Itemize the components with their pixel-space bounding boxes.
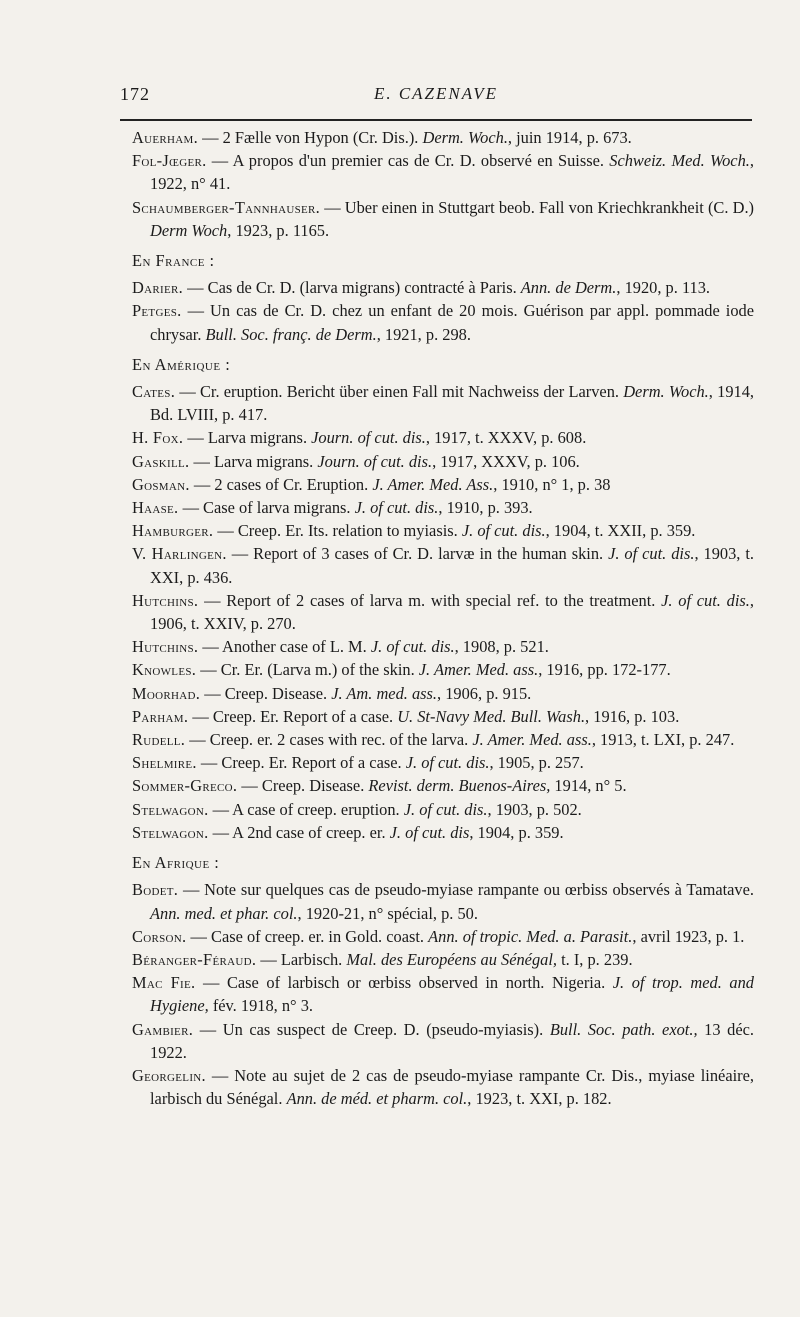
entry-author: Stelwagon. <box>132 799 209 819</box>
entry-title: — Larbisch. <box>256 949 347 969</box>
entry-journal: J. of cut. dis. <box>405 753 490 773</box>
entry-journal: J. Am. med. ass. <box>331 683 438 703</box>
entry-title: — Un cas de Cr. D. chez un enfant de 20 mois. Guérison par appl. pommade iode chrysar. <box>150 301 754 344</box>
entry-journal: Mal. des Européens au Sénégal, <box>346 949 557 969</box>
entry-details: , 1916, p. 103. <box>585 706 680 726</box>
entry-title: — Creep. Er. Report of a case. <box>196 753 406 773</box>
entry-author: Stelwagon. <box>132 822 209 842</box>
entry-author: Hamburger. <box>132 521 214 541</box>
bibliography-entry <box>132 126 754 149</box>
bibliography-entry <box>132 299 754 345</box>
entry-details: , 1906, t. XXIV, p. 270. <box>150 590 754 634</box>
entry-title: — Case of creep. er. in Gold. coast. <box>186 926 429 946</box>
page-number: 172 <box>120 84 150 104</box>
entry-title: — Creep. Disease. <box>200 683 332 703</box>
entry-author: Hutchins. <box>132 637 199 657</box>
entry-author: V. Harlingen. <box>132 544 227 564</box>
entry-journal: J. of cut. dis. <box>608 544 695 564</box>
bibliography-entry <box>132 705 754 728</box>
bibliography-entry <box>132 798 754 821</box>
entry-author: Gaskill. <box>132 451 190 471</box>
bibliography-entry <box>132 774 754 797</box>
entry-author: Haase. <box>132 498 179 518</box>
entry-journal: Derm. Woch. <box>422 128 508 147</box>
entry-journal: J. of cut. dis <box>389 822 470 842</box>
bibliography-list <box>132 126 754 1110</box>
bibliography-entry <box>132 426 754 449</box>
entry-author: Corson. <box>132 926 187 946</box>
entry-author: Georgelin. <box>132 1065 206 1085</box>
entry-journal: J. of cut. dis. <box>370 637 455 657</box>
entry-journal: Bull. Soc. franç. de Derm. <box>205 324 377 344</box>
entry-journal: J. of trop. med. and Hygiene, <box>150 973 754 1016</box>
entry-author: Darier. <box>132 278 184 298</box>
entry-author: Auerham. <box>132 128 199 147</box>
bibliography-entry <box>132 682 754 705</box>
section-heading: En Afrique : <box>132 853 220 873</box>
header-rule <box>120 119 752 121</box>
entry-details: , 1914, Bd. LVIII, p. 417. <box>150 382 755 425</box>
entry-details: , avril 1923, p. 1. <box>632 926 745 946</box>
bibliography-entry <box>132 496 754 519</box>
entry-details: , 1910, p. 393. <box>438 498 533 518</box>
section-heading: En Amérique : <box>132 354 231 374</box>
bibliography-entry <box>132 519 754 542</box>
bibliography-entry <box>132 1018 754 1064</box>
entry-title: — Creep. Disease. <box>237 776 369 796</box>
bibliography-entry <box>132 925 754 948</box>
bibliography-entry <box>132 971 754 1017</box>
bibliography-entry <box>132 276 754 299</box>
entry-title: — Case of larva migrans. <box>178 498 355 518</box>
entry-title: — 2 cases of Cr. Eruption. <box>189 474 373 494</box>
entry-author: Sommer-Greco. <box>132 776 238 796</box>
entry-details: , 1917, XXXV, p. 106. <box>432 451 580 471</box>
page-header <box>120 84 752 108</box>
bibliography-entry <box>132 196 754 242</box>
entry-author: Shelmire. <box>132 753 197 773</box>
entry-details: , 1903, p. 502. <box>487 799 582 819</box>
bibliography-entry <box>132 658 754 681</box>
entry-title: — Creep. er. 2 cases with rec. of the larva. <box>185 730 473 750</box>
entry-author: H. Fox. <box>132 428 184 448</box>
entry-journal: Derm Woch <box>150 220 228 240</box>
entry-title: — A case of creep. eruption. <box>208 799 404 819</box>
entry-details: , juin 1914, p. 673. <box>507 128 632 147</box>
entry-journal: J. Amer. Med. ass. <box>418 660 539 680</box>
entry-journal: Ann. of tropic. Med. a. Parasit. <box>428 926 633 946</box>
bibliography-entry <box>132 589 754 635</box>
entry-details: , 1904, p. 359. <box>469 822 564 842</box>
entry-author: Cates. <box>132 382 176 402</box>
bibliography-entry <box>132 948 754 971</box>
entry-details: , 1906, p. 915. <box>437 683 532 703</box>
bibliography-entry <box>132 821 754 844</box>
entry-details: , 1917, t. XXXV, p. 608. <box>425 428 587 448</box>
entry-details: 1914, n° 5. <box>550 776 627 796</box>
entry-author: Mac Fie. <box>132 973 196 993</box>
entry-title: — Note au sujet de 2 cas de pseudo-myiase rampante Cr. Dis., myiase linéaire, larbisch du Sénégal. <box>150 1065 754 1109</box>
bibliography-entry <box>132 450 754 473</box>
entry-details: , 1921, p. 298. <box>376 324 471 344</box>
entry-journal: J. Amer. Med. Ass. <box>372 474 494 494</box>
running-head: E. CAZENAVE <box>373 84 499 103</box>
entry-title: — Report of 2 cases of larva m. with special ref. to the treatment. <box>198 590 662 610</box>
bibliography-entry <box>132 635 754 658</box>
entry-author: Schaumberger-Tannhauser. <box>132 197 321 217</box>
entry-details: , 1903, t. XXI, p. 436. <box>150 544 755 587</box>
entry-details: , 1922, n° 41. <box>150 151 754 194</box>
entry-journal: J. of cut. dis. <box>403 799 488 819</box>
entry-journal: J. Amer. Med. ass. <box>472 730 592 750</box>
bibliography-entry <box>132 542 754 588</box>
entry-author: Béranger-Féraud. <box>132 949 257 969</box>
entry-title: — Report of 3 cases of Cr. D. larvæ in the human skin. <box>226 544 609 564</box>
entry-journal: Journ. of cut. dis. <box>311 428 426 448</box>
entry-title: — Cas de Cr. D. (larva migrans) contracté à Paris. <box>183 278 521 298</box>
entry-journal: J. of cut. dis. <box>461 521 546 541</box>
entry-details: t. I, p. 239. <box>556 949 633 969</box>
entry-title: — Creep. Er. Its. relation to myiasis. <box>213 521 462 541</box>
bibliography-entry <box>132 149 754 195</box>
entry-details: fév. 1918, n° 3. <box>208 996 313 1016</box>
entry-details: , 1904, t. XXII, p. 359. <box>545 521 696 541</box>
entry-journal: Journ. of cut. dis. <box>317 451 433 471</box>
entry-journal: Revist. derm. Buenos-Aires, <box>368 776 551 796</box>
entry-details: , 1923, t. XXI, p. 182. <box>467 1089 612 1109</box>
entry-author: Parham. <box>132 706 189 726</box>
entry-title: — Another case of L. M. <box>198 637 371 657</box>
entry-details: , 1920, p. 113. <box>616 278 711 298</box>
bibliography-entry <box>132 1064 754 1110</box>
entry-title: — Note sur quelques cas de pseudo-myiase rampante ou œrbiss observés à Tamatave. <box>178 880 754 900</box>
bibliography-entry <box>132 751 754 774</box>
entry-title: — A 2nd case of creep. er. <box>208 822 390 842</box>
entry-journal: Ann. de Derm. <box>520 278 617 298</box>
entry-details: , 1910, n° 1, p. 38 <box>493 474 611 494</box>
section-heading: En France : <box>132 251 215 271</box>
entry-author: Petges. <box>132 301 182 321</box>
bibliography-entry <box>132 728 754 751</box>
entry-author: Knowles. <box>132 660 197 680</box>
entry-author: Gambier. <box>132 1019 194 1039</box>
entry-title: — Larva migrans. <box>189 451 318 471</box>
bibliography-entry <box>132 878 754 924</box>
entry-journal: Schweiz. Med. Woch. <box>609 151 750 171</box>
entry-title: — Cr. Er. (Larva m.) of the skin. <box>196 660 419 680</box>
entry-author: Bodet. <box>132 880 179 900</box>
entry-title: — Larva migrans. <box>183 428 312 448</box>
entry-journal: Ann. de méd. et pharm. col. <box>286 1089 468 1109</box>
entry-author: Rudell. <box>132 730 186 750</box>
entry-title: — Creep. Er. Report of a case. <box>188 706 398 726</box>
entry-journal: U. St-Navy Med. Bull. Wash. <box>397 706 586 726</box>
entry-journal: J. of cut. dis. <box>661 590 750 610</box>
entry-title: — Cr. eruption. Bericht über einen Fall mit Nachweiss der Larven. <box>175 382 624 402</box>
entry-details: , 1913, t. LXI, p. 247. <box>591 730 735 750</box>
entry-details: , 1923, p. 1165. <box>227 220 330 240</box>
entry-title: — Un cas suspect de Creep. D. (pseudo-myiasis). <box>193 1019 550 1039</box>
entry-details: , 1916, pp. 172-177. <box>538 660 671 680</box>
entry-journal: Ann. med. et phar. col. <box>150 903 298 923</box>
entry-author: Moorhad. <box>132 683 201 703</box>
entry-details: , 1920-21, n° spécial, p. 50. <box>297 903 478 923</box>
entry-author: Hutchins. <box>132 590 199 610</box>
entry-title: — Uber einen in Stuttgart beob. Fall von Kriechkrankheit (C. D.) <box>320 197 754 217</box>
bibliography-entry <box>132 380 754 426</box>
entry-title: — 2 Fælle von Hypon (Cr. Dis.). <box>198 128 423 147</box>
entry-title: — Case of larbisch or œrbiss observed in north. Nigeria. <box>195 973 613 993</box>
entry-details: , 1908, p. 521. <box>454 637 549 657</box>
entry-details: , 1905, p. 257. <box>489 753 584 773</box>
entry-journal: Bull. Soc. path. exot., <box>549 1019 698 1039</box>
entry-author: Fol-Jœger. <box>132 151 207 171</box>
entry-journal: J. of cut. dis. <box>354 498 439 518</box>
entry-journal: Derm. Woch. <box>623 382 709 402</box>
bibliography-entry <box>132 473 754 496</box>
entry-title: — A propos d'un premier cas de Cr. D. observé en Suisse. <box>206 151 610 171</box>
entry-author: Gosman. <box>132 474 190 494</box>
entry-details: 13 déc. 1922. <box>150 1019 754 1062</box>
